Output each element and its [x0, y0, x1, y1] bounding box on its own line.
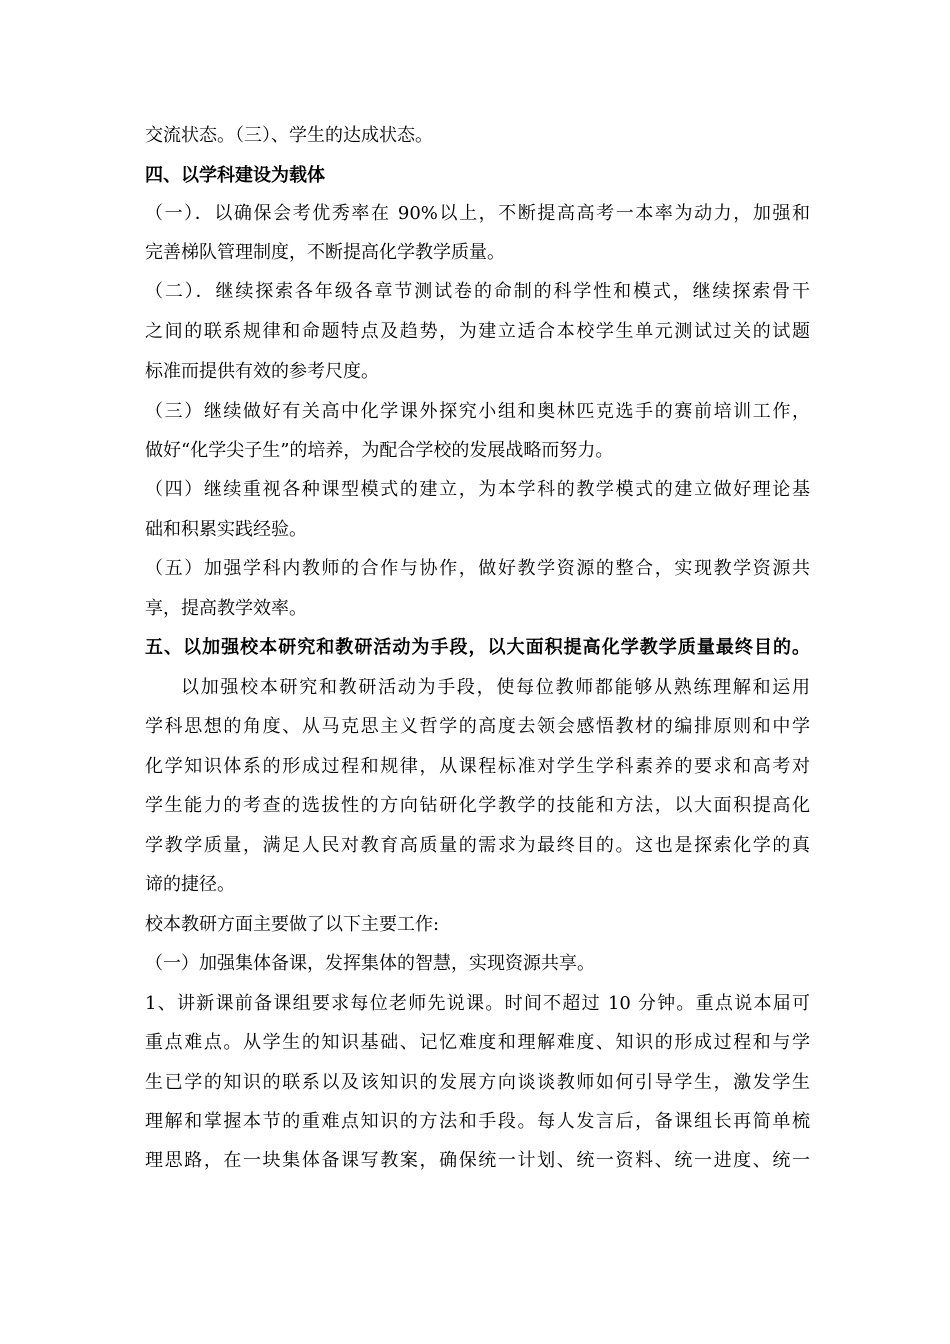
text-line: 理思路，在一块集体备课写教案，确保统一计划、统一资料、统一进度、统一 — [145, 1150, 810, 1171]
text-line: 谛的捷径。 — [145, 874, 235, 895]
text-line: （三）继续做好有关高中化学课外探究小组和奥林匹克选手的赛前培训工作， — [145, 401, 810, 422]
text-line: （四）继续重视各种课型模式的建立，为本学科的教学模式的建立做好理论基 — [145, 479, 810, 500]
text-line: 之间的联系规律和命题特点及趋势，为建立适合本校学生单元测试过关的试题 — [145, 321, 810, 342]
text-line: 享，提高教学效率。 — [145, 598, 307, 619]
text-line: 重点难点。从学生的知识基础、记忆难度和理解难度、知识的形成过程和与学 — [145, 1032, 810, 1053]
text-line: 做好“化学尖子生”的培养，为配合学校的发展战略而努力。 — [145, 440, 614, 461]
text-line: 础和积累实践经验。 — [145, 519, 307, 540]
text-line: 1、讲新课前备课组要求每位老师先说课。时间不超过 10 分钟。重点说本届可 — [145, 993, 810, 1014]
section-heading: 四、以学科建设为载体 — [145, 165, 325, 186]
text-line: 学教学质量，满足人民对教育高质量的需求为最终目的。这也是探索化学的真 — [145, 835, 810, 856]
section-heading: 五、以加强校本研究和教研活动为手段，以大面积提高化学教学质量最终目的。 — [145, 637, 810, 658]
text-line: 化学知识体系的形成过程和规律，从课程标准对学生学科素养的要求和高考对 — [145, 756, 810, 777]
text-line: （五）加强学科内教师的合作与协作，做好教学资源的整合，实现教学资源共 — [145, 558, 810, 579]
text-line: 以加强校本研究和教研活动为手段，使每位教师都能够从熟练理解和运用 — [181, 677, 810, 698]
text-line: 学科思想的角度、从马克思主义哲学的高度去领会感悟教材的编排原则和中学 — [145, 716, 810, 737]
text-line: （二）．继续探索各年级各章节测试卷的命制的科学性和模式，继续探索骨干 — [145, 281, 810, 302]
text-line: （一）．以确保会考优秀率在 90%以上，不断提高高考一本率为动力，加强和 — [145, 203, 810, 224]
text-line: 生已学的知识的联系以及该知识的发展方向谈谈教师如何引导学生，激发学生 — [145, 1072, 810, 1093]
text-line: 完善梯队管理制度，不断提高化学教学质量。 — [145, 242, 505, 263]
text-line: （一）加强集体备课，发挥集体的智慧，实现资源共享。 — [145, 953, 595, 974]
text-line: 理解和掌握本节的重难点知识的方法和手段。每人发言后，备课组长再简单梳 — [145, 1111, 810, 1132]
text-line: 标准而提供有效的参考尺度。 — [145, 361, 379, 382]
text-line: 交流状态。（三）、学生的达成状态。 — [145, 125, 433, 146]
text-line: 校本教研方面主要做了以下主要工作: — [145, 914, 440, 935]
text-line: 学生能力的考查的选拔性的方向钻研化学教学的技能和方法，以大面积提高化 — [145, 795, 810, 816]
